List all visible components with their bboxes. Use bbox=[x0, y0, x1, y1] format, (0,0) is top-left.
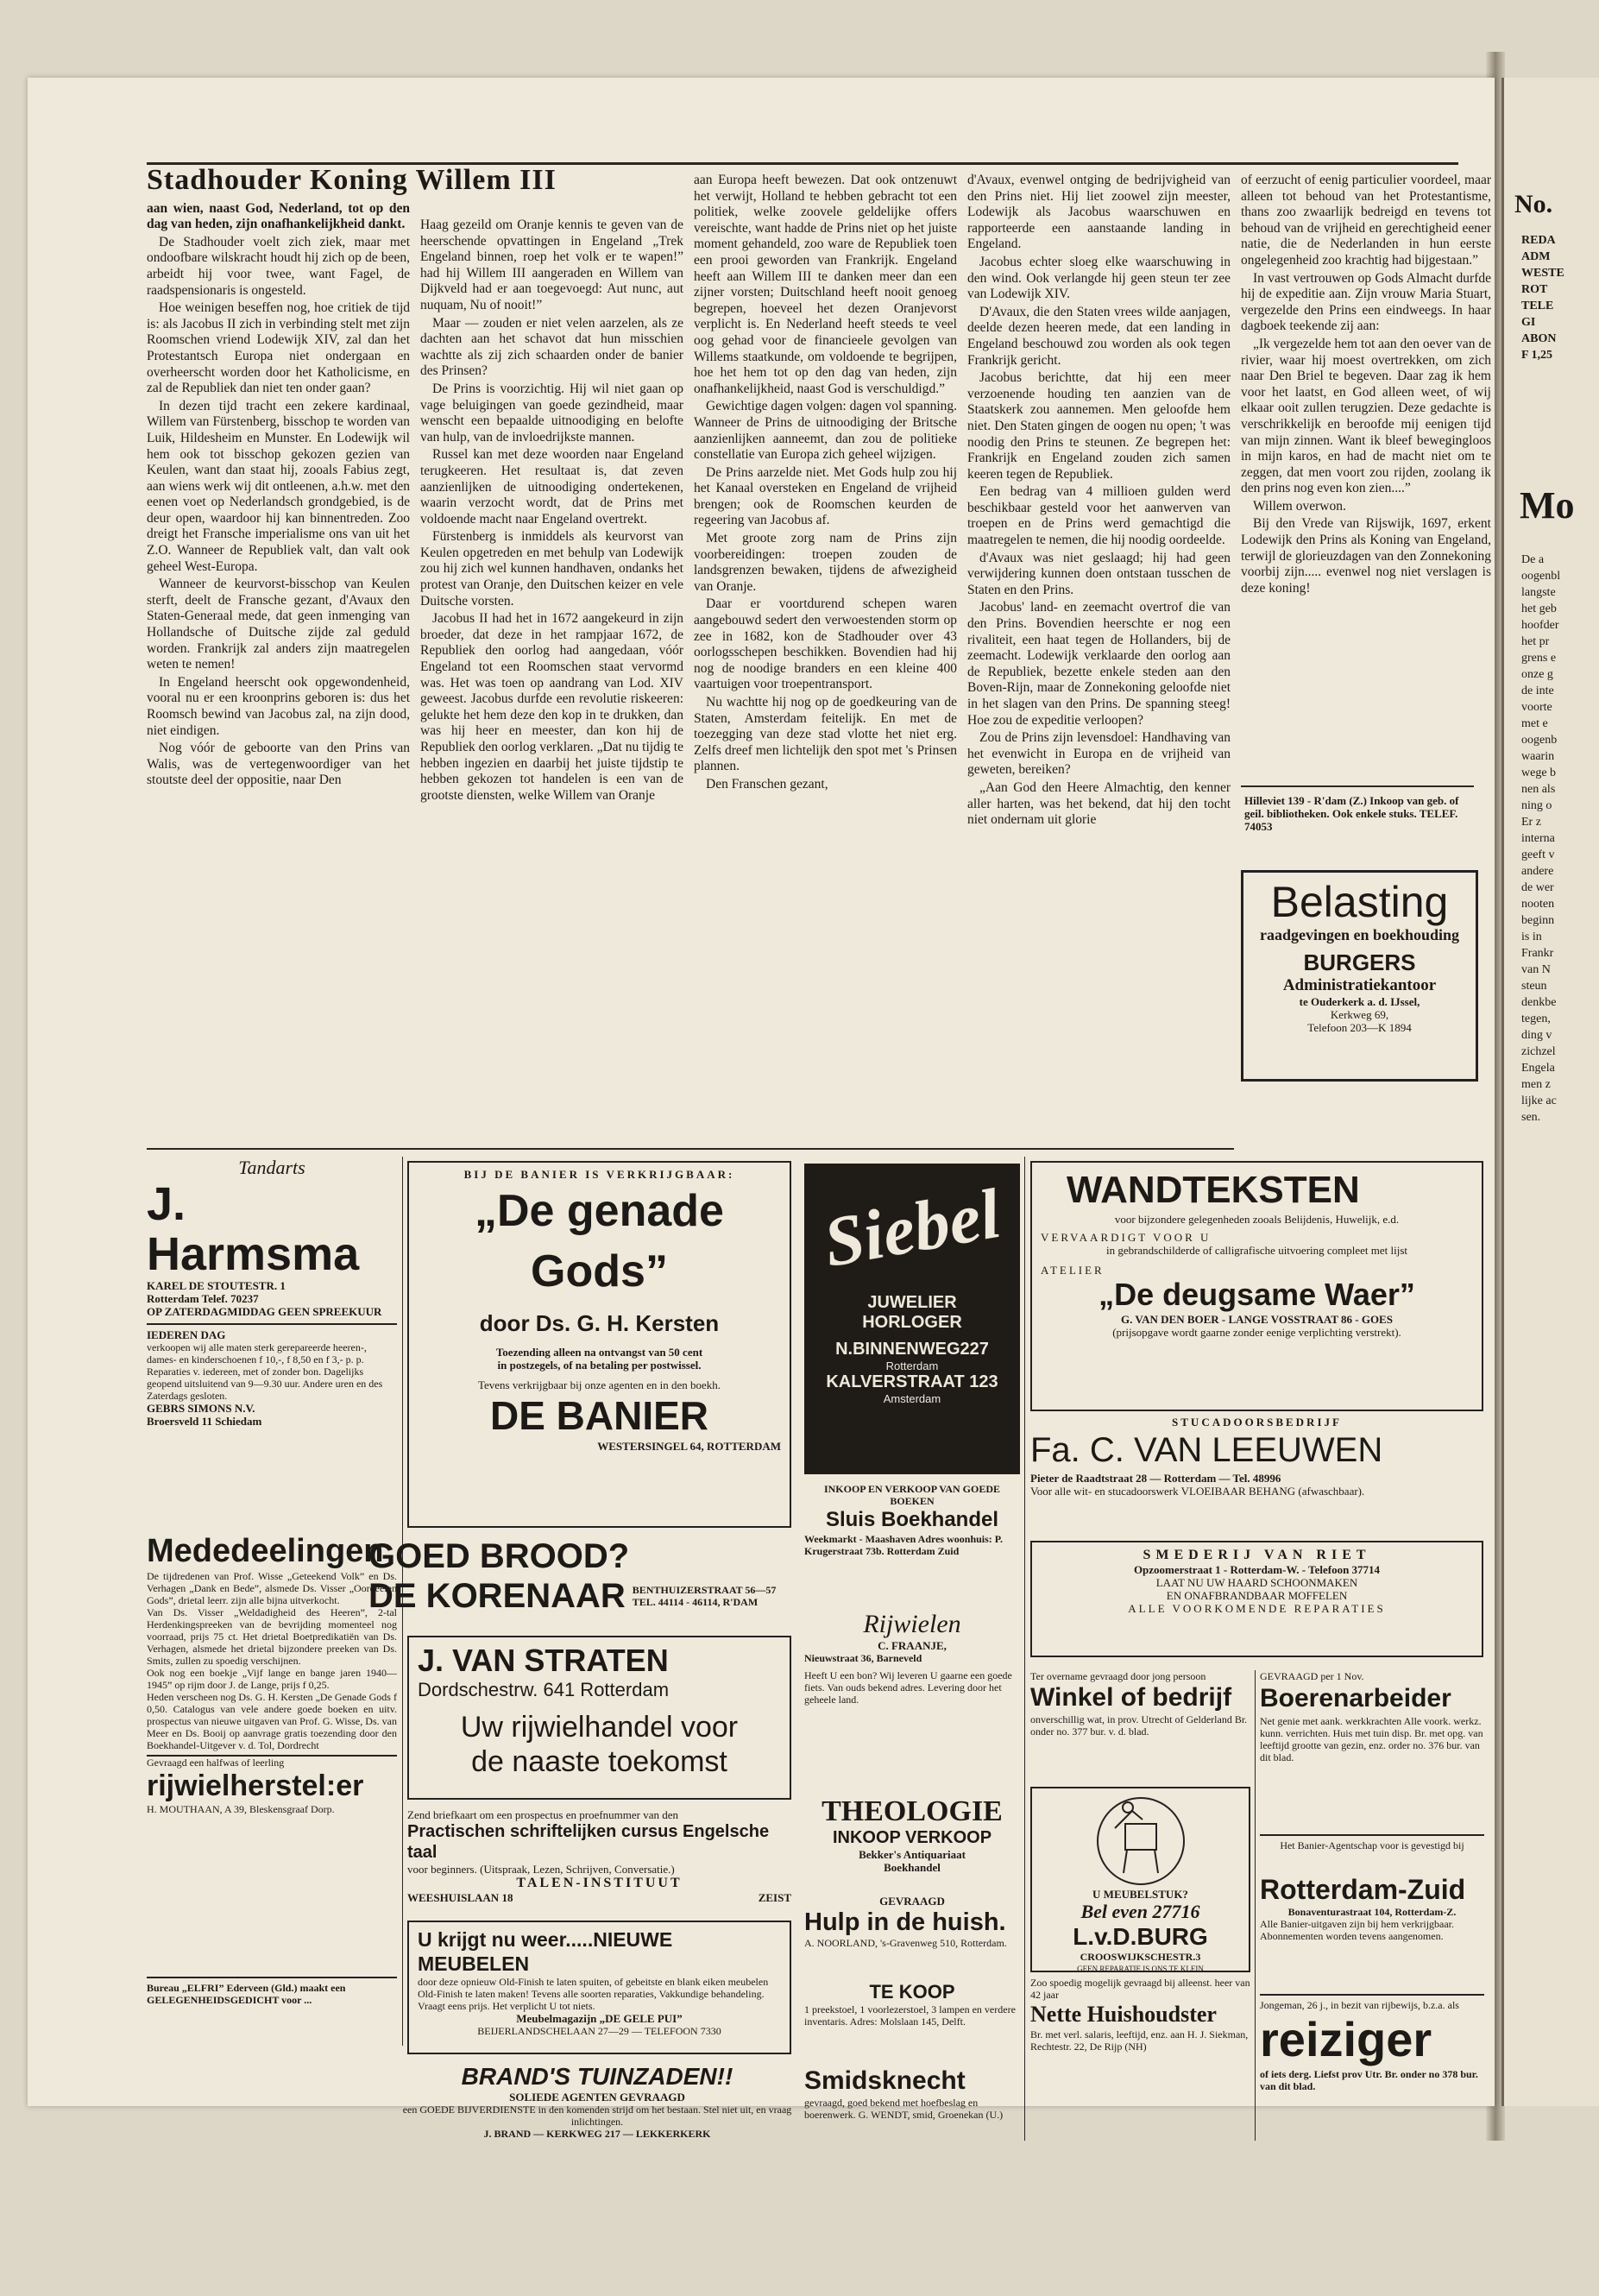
meubelstuk-name: L.v.D.BURG bbox=[1073, 1923, 1208, 1950]
cursus-l3: voor beginners. (Uitspraak, Lezen, Schrijven, Conversatie.) bbox=[407, 1863, 675, 1876]
paragraph: Een bedrag van 4 millioen gulden werd beschikbaar gesteld voor het aanwerven van troepen en de Prins werd gemachtigd die maatregelen te nemen, die hij noodig oordeelde. bbox=[967, 484, 1231, 548]
wandteksten-addr: G. VAN DEN BOER - LANGE VOSSTRAAT 86 - GOES bbox=[1121, 1313, 1393, 1326]
siebel-t1: JUWELIER bbox=[867, 1293, 957, 1312]
leeuwen-name: Fa. C. VAN LEEUWEN bbox=[1030, 1431, 1383, 1469]
boerenarbeider-body: Net genie met aank. werkkrachten Alle voork. werkz. kunn. verrichten. Huis met tuin disp. Br. met opg. van leeftijd grootte van gezin, enz. order no. 376 bur. van dit blad. bbox=[1260, 1715, 1483, 1763]
theologie-kind: Boekhandel bbox=[884, 1861, 941, 1874]
gebrs-addr: Broersveld 11 Schiedam bbox=[147, 1415, 262, 1428]
siebel-a1: N.BINNENWEG227 bbox=[835, 1340, 989, 1359]
winkel-top: Ter overname gevraagd door jong persoon bbox=[1030, 1670, 1206, 1682]
korenaar-question: GOED BROOD? bbox=[368, 1537, 630, 1575]
cursus-l4: TALEN-INSTITUUT bbox=[516, 1876, 683, 1890]
chair-illustration bbox=[1089, 1794, 1193, 1889]
banier-author: door Ds. G. H. Kersten bbox=[479, 1310, 720, 1336]
korenaar-contact bbox=[633, 1584, 777, 1608]
paragraph: „Aan God den Heere Almachtig, den kenner aller harten, was het bekend, dat hij den tocht niet ondernam uit glorie bbox=[967, 779, 1231, 828]
sluis-body: Weekmarkt - Maashaven Adres woonhuis: P. Krugerstraat 73b. Rotterdam Zuid bbox=[804, 1533, 1004, 1557]
next-page-line: nen als bbox=[1521, 783, 1556, 796]
rotterdamzuid-body: Alle Banier-uitgaven zijn bij hem verkrijgbaar. Abonnementen worden tevens aangenomen. bbox=[1260, 1918, 1455, 1942]
next-page-line: ning o bbox=[1521, 799, 1552, 812]
banier-note1: Toezending alleen na ontvangst van 50 cent bbox=[495, 1346, 703, 1359]
fraanje-addr: Nieuwstraat 36, Barneveld bbox=[804, 1652, 922, 1664]
boerenarbeider-top: GEVRAAGD per 1 Nov. bbox=[1260, 1670, 1364, 1682]
next-page-line: lijke ac bbox=[1521, 1094, 1557, 1107]
mededeelingen-title: Mededeelingen bbox=[147, 1533, 384, 1569]
brand-sub: SOLIEDE AGENTEN GEVRAAGD bbox=[509, 2091, 685, 2104]
tandarts-ad bbox=[147, 1157, 397, 1502]
reiziger-body: of iets derg. Liefst prov Utr. Br. onder no 378 bur. van dit blad. bbox=[1260, 2068, 1478, 2092]
meubelen-title: U krijgt nu weer.....NIEUWE MEUBELEN bbox=[418, 1928, 673, 1975]
next-page-line: nooten bbox=[1521, 898, 1555, 911]
smederij-addr: Opzoomerstraat 1 - Rotterdam-W. - Telefoon 37714 bbox=[1133, 1563, 1381, 1576]
smidsknecht-body: gevraagd, goed bekend met hoefbeslag en boerenwerk. G. WENDT, smid, Groenekan (U.) bbox=[804, 2097, 1004, 2121]
winkel-ad bbox=[1030, 1670, 1250, 1782]
paragraph: „Ik vergezelde hem tot aan den oever van de rivier, waar hij moest overtrekken, om zich naar Den Briel te begeven. Daar zag ik hem voor het laatst, en God alleen weet, of wij elkaar ooit zullen terugzien. Deze gedachte is verschrikkelijk en beroofde mij eenigen tijd van mijn zinnen. Want ik bleef bewegingloos in mijn karos, en had de macht niet om te zeggen, dat men voort zou rijden, zoolang ik den prins nog even kon zien....” bbox=[1241, 336, 1491, 496]
meubelstuk-call: Bel even 27716 bbox=[1080, 1901, 1200, 1922]
next-page-line: andere bbox=[1521, 865, 1554, 878]
banier-note2: in postzegels, of na betaling per postwissel. bbox=[497, 1359, 702, 1372]
straten-line2: de naaste toekomst bbox=[471, 1745, 727, 1778]
smidsknecht-ad bbox=[804, 2066, 1020, 2143]
cursus-address bbox=[407, 1891, 791, 1904]
paragraph: Bij den Vrede van Rijswijk, 1697, erkent Lodewijk den Prins als Koning van Engeland, terwijl de glorieuzdagen van den Zonnekoning voorbij zijn..... evenwel nog niet verslagen is deze koning! bbox=[1241, 516, 1491, 596]
hilleviet-ad bbox=[1244, 794, 1477, 863]
next-page-line: sen. bbox=[1521, 1111, 1541, 1124]
tekoop-body: 1 preekstoel, 1 voorlezerstoel, 3 lampen en verdere inventaris. Adres: Molslaan 145, Delft. bbox=[804, 2003, 1016, 2028]
meubelen-addr: BEIJERLANDSCHELAAN 27—29 — TELEFOON 7330 bbox=[477, 2025, 721, 2037]
header-line: ROT bbox=[1521, 283, 1548, 296]
next-page-line: hoofder bbox=[1521, 619, 1559, 632]
paragraph: aan wien, naast God, Nederland, tot op den dag van heden, zijn onafhankelijkheid dankt. bbox=[147, 200, 410, 232]
cursus-l1: Zend briefkaart om een prospectus en proefnummer van den bbox=[407, 1808, 679, 1821]
theologie-sub: INKOOP VERKOOP bbox=[832, 1828, 992, 1847]
wandteksten-sub: voor bijzondere gelegenheden zooals Belijdenis, Huwelijk, e.d. bbox=[1114, 1213, 1400, 1226]
fraanje-name: C. FRAANJE, bbox=[878, 1639, 947, 1652]
leeuwen-addr: Pieter de Raadtstraat 28 — Rotterdam — Tel. 48996 bbox=[1030, 1472, 1281, 1485]
belasting-tel: Telefoon 203—K 1894 bbox=[1307, 1021, 1412, 1034]
wandteksten-ad bbox=[1030, 1161, 1483, 1411]
korenaar-ad bbox=[368, 1536, 796, 1623]
straten-name: J. VAN STRATEN bbox=[418, 1643, 669, 1678]
fraanje-body: Heeft U een bon? Wij leveren U gaarne een goede fiets. Van ouds bekend adres. Levering door het geheele land. bbox=[804, 1669, 1012, 1706]
belasting-name: BURGERS bbox=[1303, 949, 1416, 975]
smederij-title: SMEDERIJ VAN RIET bbox=[1143, 1548, 1371, 1562]
next-page-line: geeft v bbox=[1521, 848, 1555, 861]
jongeman-text: Jongeman, 26 j., in bezit van rijbewijs, b.z.a. als bbox=[1260, 1999, 1459, 2011]
gebrs-head: IEDEREN DAG bbox=[147, 1328, 226, 1341]
paragraph: d'Avaux was niet geslaagd; hij had geen verwijdering kunnen doen ontstaan tusschen de Staten en den Prins. bbox=[967, 550, 1231, 597]
header-line: REDA bbox=[1521, 234, 1556, 247]
belasting-office: Administratiekantoor bbox=[1282, 976, 1437, 994]
paragraph: Van Ds. Visser „Weldadigheid des Heeren”, 2-tal Herdenkingspreeken van de bevrijding momenteel nog voorraad, prijs 75 ct. Het drietal Boetpredikatiën van Ds. Verhagen, alsmede het drietal bijzondere preeken van Ds. Smits, zullen zu spoedig verschijnen. bbox=[147, 1606, 397, 1667]
korenaar-addr: BENTHUIZERSTRAAT 56—57 bbox=[632, 1584, 777, 1596]
huishoudster-title: Nette Huishoudster bbox=[1030, 2002, 1217, 2027]
paragraph: Gewichtige dagen volgen: dagen vol spanning. Wanneer de Prins de uitnoodiging der Britsche aanzienlijken aanneemt, dan zou de politieke constellatie van Europa zich geheel wijzigen. bbox=[694, 399, 957, 463]
belasting-addr: te Ouderkerk a. d. IJssel, bbox=[1299, 995, 1420, 1008]
huishoudster-body2: Br. met verl. salaris, leeftijd, enz. aan H. J. Siekman, Rechtestr. 22, De Rijp (NH) bbox=[1030, 2028, 1249, 2053]
next-page-no: No. bbox=[1514, 190, 1553, 218]
wandteksten-note: (prijsopgave wordt gaarne zonder eenige verplichting verstrekt). bbox=[1112, 1326, 1401, 1339]
article-end-rule bbox=[147, 1148, 1234, 1150]
smederij-l2: EN ONAFBRANDBAAR MOFFELEN bbox=[1166, 1589, 1348, 1602]
paragraph: De Prins is voorzichtig. Hij wil niet gaan op vage beluigingen van goede gezindheid, maar wenscht een bepaalde uitnoodiging en belofte van hulp, van de invloedrijkste mannen. bbox=[420, 381, 683, 445]
belasting-title: Belasting bbox=[1270, 878, 1449, 926]
tandarts-addr: KAREL DE STOUTESTR. 1 bbox=[147, 1279, 286, 1292]
huishoudster-body: Zoo spoedig mogelijk gevraagd bij alleenst. heer van 42 jaar bbox=[1030, 1977, 1250, 2001]
rijwiel-addr: H. MOUTHAAN, A 39, Bleskensgraaf Dorp. bbox=[147, 1803, 335, 1815]
paragraph: Ook nog een boekje „Vijf lange en bange jaren 1940—1945” op rijm door J. de Lange, prijs f 0,25. bbox=[147, 1667, 397, 1691]
next-page-text bbox=[1521, 552, 1599, 1126]
cursus-ad bbox=[407, 1808, 791, 1912]
paragraph: Jacobus echter sloeg elke waarschuwing in den wind. Ook verlangde hij geen steun ter zee van Lodewijk XIV. bbox=[967, 254, 1231, 302]
sluis-ad bbox=[804, 1483, 1020, 1604]
brand-ad bbox=[394, 2063, 800, 2141]
paragraph: In vast vertrouwen op Gods Almacht durfde hij de expeditie aan. Zijn vrouw Maria Stuart, vergezelde den Prins een eindweegs. In haar dagboek teekende zij aan: bbox=[1241, 270, 1491, 334]
theologie-title: THEOLOGIE bbox=[822, 1795, 1003, 1827]
paragraph: Den Franschen gezant, bbox=[706, 776, 828, 792]
next-page-line: beginn bbox=[1521, 914, 1555, 927]
smederij-ad bbox=[1030, 1541, 1483, 1657]
next-page-line: tegen, bbox=[1521, 1012, 1551, 1025]
article-column-5 bbox=[1241, 173, 1491, 725]
article-column-3 bbox=[694, 173, 957, 1148]
next-page-line: grens e bbox=[1521, 652, 1557, 665]
paragraph: Jacobus' land- en zeemacht overtrof die van den Prins. Bovendien heerschte er nog een rivaliteit, een haat tegen de Hollanders, bij de zeemacht. Lodewijk verklaarde den oorlog aan de Republiek, bezette enkele steden aan den Boven-Rijn, maar de Zonnekoning geloofde niet in het slagen van den Prins. De spanning steeg! Hoe zou de expeditie verloopen? bbox=[967, 600, 1231, 728]
huishoudster-ad bbox=[1030, 1977, 1250, 2136]
next-page-line: onze g bbox=[1521, 668, 1553, 681]
brand-addr: J. BRAND — KERKWEG 217 — LEKKERKERK bbox=[483, 2128, 711, 2140]
next-page-line: zichzel bbox=[1521, 1045, 1556, 1058]
wandteksten-atelier: ATELIER bbox=[1041, 1264, 1105, 1277]
paragraph: Met groote zorg nam de Prins zijn voorbereidingen: troepen zouden de landsgrenzen bewaken, tijdens de afwezigheid van Oranje. bbox=[694, 531, 957, 594]
leeuwen-top: STUCADOORSBEDRIJF bbox=[1172, 1416, 1342, 1429]
paragraph: Jacobus II had het in 1672 aangekeurd in zijn broeder, dat deze in het rampjaar 1672, de Republiek den oorlog had aangedaan, vóór Engeland tot een Roomschen staat vervormd was. Het was toen op aandrang van Lod. XIV geweest. Jacobus durfde een revolutie riskeeren: gelukte het hem deze den kop in te drukken, dan was hij heer en meester, dan kon hij de Republiek den oorlog verklaren. „Dat nu tijdig te hebben ingezien en daarbij het juiste tijdstip te hebben gekozen tot handelen is een van de grootste diensten, welke Willem van Oranje bbox=[420, 611, 683, 803]
next-page-line: oogenb bbox=[1521, 734, 1558, 747]
brand-title: BRAND'S TUINZADEN!! bbox=[461, 2063, 733, 2090]
paragraph: Jacobus berichtte, dat hij een meer verzoenende houding ten aanzien van de Staatskerk zou aannemen. Men geloofde hem niet. Den Staten gingen de oogen nu open; 't was noodig den Prins te steunen. Ze begrepen het: Frankrijk en Engeland zouden zich samen keeren tegen de Republiek. bbox=[967, 370, 1231, 482]
header-line: TELE bbox=[1521, 300, 1554, 312]
paragraph: Fürstenberg is inmiddels als keurvorst van Keulen opgetreden en met behulp van Lodewijk zou hij zich wel kunnen handhaven, ondanks het protest van Oranje, den Duitschen keizer en vele Duitsche vorsten. bbox=[420, 529, 683, 609]
tekoop-ad bbox=[804, 1981, 1020, 2063]
korenaar-name: DE KORENAAR bbox=[368, 1577, 626, 1615]
header-line: ADM bbox=[1521, 250, 1551, 263]
straten-line1: Uw rijwielhandel voor bbox=[460, 1711, 739, 1744]
next-page-line: met e bbox=[1521, 717, 1548, 730]
rotterdamzuid-ad bbox=[1260, 1873, 1484, 1985]
tandarts-name: J. Harmsma bbox=[147, 1178, 360, 1280]
tekoop-title: TE KOOP bbox=[869, 1981, 955, 2003]
header-line: GI bbox=[1521, 316, 1536, 329]
paragraph: Nu wachtte hij nog op de goedkeuring van de Staten, Amsterdam feitelijk. En met de toezegging van deze stad vlotte het niet erg. Zelfs dreef men lichtelijk den spot met 's Prinsen plannen. bbox=[694, 695, 957, 774]
tandarts-closed: OP ZATERDAGMIDDAG GEEN SPREEKUUR bbox=[147, 1305, 382, 1318]
paragraph: Heden verscheen nog Ds. G. H. Kersten „De Genade Gods f 0,50. Catalogus van vele andere goede boeken en uitv. prospectus van nieuwe uitgaven van Prof. G. Wisse, Ds. van Meer en Ds. Booij op aanvrage gratis toezending door den Boekhandel-Uitgever v. d. Tol, Dordrecht bbox=[147, 1691, 397, 1751]
cursus-city: ZEIST bbox=[758, 1891, 791, 1904]
next-page-line: oogenbl bbox=[1521, 570, 1561, 583]
korenaar-tel: TEL. 44114 - 46114, R'DAM bbox=[632, 1596, 759, 1608]
belasting-ad bbox=[1241, 870, 1478, 1082]
next-page-line: wege b bbox=[1521, 766, 1557, 779]
siebel-logo: Siebel bbox=[818, 1173, 1006, 1283]
leeuwen-ad bbox=[1030, 1416, 1483, 1536]
next-page-line: van N bbox=[1521, 963, 1551, 976]
smidsknecht-title: Smidsknecht bbox=[804, 2066, 966, 2095]
sluis-top: INKOOP EN VERKOOP VAN GOEDE BOEKEN bbox=[823, 1483, 1001, 1507]
next-page-line: men z bbox=[1521, 1078, 1551, 1091]
next-page-line: steun bbox=[1521, 980, 1547, 993]
tandarts-top: Tandarts bbox=[238, 1157, 305, 1178]
next-page-line: de wer bbox=[1521, 881, 1554, 894]
winkel-body: onverschillig wat, in prov. Utrecht of Gelderland Br. onder no. 377 bur. v. d. blad. bbox=[1030, 1713, 1248, 1738]
paragraph: Zou de Prins zijn levensdoel: Handhaving van het evenwicht in Europa en de vrijheid van geweten, bereiken? bbox=[967, 730, 1231, 778]
brand-body: een GOEDE BIJVERDIENSTE in den komenden strijd om het bestaan. Stel niet uit, en vraag inlichtingen. bbox=[402, 2104, 792, 2128]
banier-note3: Tevens verkrijgbaar bij onze agenten en in den boekh. bbox=[477, 1378, 721, 1391]
rotterdamzuid-title: Rotterdam-Zuid bbox=[1260, 1874, 1466, 1905]
reiziger-title: reiziger bbox=[1260, 2012, 1432, 2066]
paragraph: In dezen tijd tracht een zekere kardinaal, Willem van Fürstenberg, bisschop te worden van Luik, Hildesheim en Munster. En Lodewijk wil hem ook tot bisschop gekozen gezien van Keulen, want dan staat hij, zooals Fabius zegt, aan wiens werk wij dit ontleenen, a.h.w. met den eenen voet op Nederlandsch grondgebied, is de deur open, waardoor hij kan binnentreden. Zoo dreigt het Fransche imperialisme ons van uit het Z.O. Wanneer de Republiek valt, dan valt ook geheel West-Europa. bbox=[147, 398, 410, 574]
theologie-ad bbox=[804, 1795, 1020, 1890]
next-page-heading: Mo bbox=[1520, 484, 1575, 527]
next-page-line: het pr bbox=[1521, 635, 1550, 648]
paragraph: Haag gezeild om Oranje kennis te geven van de heerschende opvattingen in Engeland „Trek Engeland binnen, roep het volk er te wapen!” had hij Willem III aangeraden en Willem van Dijkveld had er aan toegevoegd: Aut nunc, aut nuquam, Nu of nooit!” bbox=[420, 218, 683, 312]
meubelstuk-ad bbox=[1030, 1787, 1250, 1972]
next-page-line: waarin bbox=[1521, 750, 1555, 763]
gebrs-body: verkoopen wij alle maten sterk gerepareerde heeren-, dames- en kinderschoenen f 10,-, f 8,50 en f 3,- p. p. Reparaties v. iedereen, met of zonder bon. Dagelijks geopend uitsluitend van 9—9.30 uur. Andere uren en des Zaterdags gesloten. bbox=[147, 1341, 383, 1402]
next-page-line: voorte bbox=[1521, 701, 1552, 714]
next-page-line: denkbe bbox=[1521, 996, 1557, 1009]
next-page-line: interna bbox=[1521, 832, 1555, 845]
siebel-a3: KALVERSTRAAT 123 bbox=[826, 1372, 998, 1391]
belasting-sub: raadgevingen en boekhouding bbox=[1259, 926, 1460, 943]
siebel-a4: Amsterdam bbox=[883, 1392, 941, 1405]
paragraph: De Prins aarzelde niet. Met Gods hulp zou hij het Kanaal oversteken en Engeland de vrijheid brengen; ook de Roomschen keurden de regeering van Jacobus af. bbox=[694, 464, 957, 528]
meubelstuk-note: GEEN REPARATIE IS ONS TE KLEIN bbox=[1077, 1965, 1204, 1973]
rijwiel-title: rijwielherstel:er bbox=[147, 1769, 364, 1802]
meubelstuk-circle: U MEUBELSTUK? bbox=[1092, 1888, 1188, 1901]
sluis-name: Sluis Boekhandel bbox=[825, 1508, 999, 1531]
rotterdamzuid-addr: Bonaventurastraat 104, Rotterdam-Z. bbox=[1287, 1906, 1457, 1918]
boerenarbeider-title: Boerenarbeider bbox=[1260, 1684, 1451, 1713]
next-page-line: het geb bbox=[1521, 602, 1557, 615]
next-page-line: Er z bbox=[1521, 816, 1541, 829]
gebrs-ad bbox=[147, 1323, 397, 1428]
wandteksten-made2: in gebrandschilderde of calligrafische uitvoering compleet met lijst bbox=[1105, 1244, 1408, 1257]
header-line: ABON bbox=[1521, 332, 1557, 345]
siebel-a2: Rotterdam bbox=[885, 1359, 939, 1372]
divider bbox=[1241, 785, 1474, 787]
paragraph: Russel kan met deze woorden naar Engeland terugkeeren. Het resultaat is, dat zeven aanzienlijken de uitnoodiging ondertekenen, waarin verzocht wordt, dat de Prins met voldoende macht naar Engeland overtrekt. bbox=[420, 447, 683, 527]
meubelstuk-addr: CROOSWIJKSCHESTR.3 bbox=[1080, 1951, 1201, 1963]
next-page-line: Engela bbox=[1521, 1062, 1555, 1075]
hulp-ad bbox=[804, 1895, 1020, 1977]
winkel-title: Winkel of bedrijf bbox=[1030, 1683, 1232, 1712]
agentschap-ad bbox=[1260, 1834, 1484, 1874]
next-page-line: Frankr bbox=[1521, 947, 1554, 960]
column-rule bbox=[1255, 1670, 1256, 2141]
fraanje-ad bbox=[804, 1610, 1020, 1791]
smederij-l1: LAAT NU UW HAARD SCHOONMAKEN bbox=[1155, 1576, 1358, 1589]
hulp-top: GEVRAAGD bbox=[879, 1895, 945, 1908]
siebel-ad bbox=[804, 1164, 1020, 1474]
cursus-street: WEESHUISLAAN 18 bbox=[407, 1891, 513, 1904]
wandteksten-title: WANDTEKSTEN bbox=[1067, 1169, 1360, 1211]
next-page-line: de inte bbox=[1521, 684, 1554, 697]
banier-name: DE BANIER bbox=[489, 1393, 709, 1438]
meubelen-ad bbox=[407, 1921, 791, 2054]
paragraph: Gevraagd een halfwas of leerling bbox=[147, 1755, 397, 1769]
hilleviet-text: Hilleviet 139 - R'dam (Z.) Inkoop van geb. of geil. bibliotheken. Ook enkele stuks. TELEF. 74053 bbox=[1244, 794, 1459, 833]
mededeelingen-text bbox=[147, 1570, 397, 1769]
tandarts-city: Rotterdam Telef. 70237 bbox=[147, 1292, 259, 1305]
banier-ad bbox=[407, 1161, 791, 1528]
article-title: Stadhouder Koning Willem III bbox=[147, 164, 557, 196]
paragraph: Nog vóór de geboorte van den Prins van Walis, was de vertegenwoordiger van het stoutste deel der oppositie, naar Den bbox=[147, 741, 410, 788]
hulp-title: Hulp in de huish. bbox=[804, 1908, 1006, 1936]
article-col1-text bbox=[147, 201, 410, 789]
header-line: WESTE bbox=[1521, 267, 1564, 280]
banier-addr: WESTERSINGEL 64, ROTTERDAM bbox=[597, 1440, 781, 1453]
mededeelingen-ad bbox=[147, 1532, 397, 1972]
article-column-2 bbox=[420, 218, 683, 1148]
hulp-body: A. NOORLAND, 's-Gravenweg 510, Rotterdam. bbox=[804, 1937, 1007, 1949]
paragraph: De Stadhouder voelt zich ziek, maar met ondoofbare wilskracht houdt hij zich op de been, arbeidt hij voor twee, want Fagel, de raadspensionaris is ongesteld. bbox=[147, 234, 410, 298]
paragraph: Daar er voortdurend schepen waren aangebouwd sedert den verwoestenden storm op zee in 1682, kon de Stadhouder over 43 oorlogsschepen beschikken. Bovendien had hij nog de noodige branders en een kleine 400 vaartuigen voor troepentransport. bbox=[694, 596, 957, 692]
paragraph: Hoe weinigen beseffen nog, hoe critiek de tijd is: als Jacobus II zich in verbinding stelt met zijn Roomschen vriend Lodewijk XIV, zal dan het Protestantsch Europa niet ondergaan en overheerscht worden door het Katholicisme, en zal de Republiek dan niet ten onder gaan? bbox=[147, 300, 410, 396]
article-column-4 bbox=[967, 173, 1231, 1148]
siebel-t2: HORLOGER bbox=[862, 1313, 962, 1332]
boerenarbeider-ad bbox=[1260, 1670, 1484, 1834]
cursus-l2: Practischen schriftelijken cursus Engelsche taal bbox=[407, 1822, 770, 1862]
paragraph: Maar — zouden er niet velen aarzelen, als ze dachten aan het schavot dat hun misschien wachtte als zij zich schaarden onder de banier des Prinsen? bbox=[420, 315, 683, 379]
agentschap-text: Het Banier-Agentschap voor is gevestigd bij bbox=[1280, 1839, 1464, 1851]
next-page-line: is in bbox=[1521, 930, 1542, 943]
elfri-ad bbox=[147, 1977, 397, 2042]
paragraph: d'Avaux, evenwel ontging de bedrijvigheid van den Prins niet. Hij liet zoowel zijn meester, Lodewijk als Jacobus waarschuwen en rapporteerde een aanstaande landing in Engeland. bbox=[967, 173, 1231, 252]
meubelen-sig: Meubelmagazijn „DE GELE PUI” bbox=[516, 2012, 683, 2025]
belasting-street: Kerkweg 69, bbox=[1330, 1008, 1389, 1021]
paragraph: of eerzucht of eenig particulier voordeel, maar alleen tot behoud van het Protestantisme, thans zoo zwaarlijk bedreigd en tevens tot behoud van de vrijheid en gerechtigheid eener natie, die de Nederlanden in hun eerste ongelegenheid zoo krachtig had bijgestaan.” bbox=[1241, 173, 1491, 268]
paragraph: D'Avaux, die den Staten vrees wilde aanjagen, deelde dezen heeren mede, dat een landing in Engeland beschouwd zou worden als ook tegen Frankrijk gericht. bbox=[967, 304, 1231, 368]
paragraph: De tijdredenen van Prof. Wisse „Geteekend Volk” en Ds. Verhagen „Dank en Bede”, alsmede Ds. Visser „Oordeelen Gods”, drietal leerr. zijn alle bijna uitverkocht. bbox=[147, 1570, 397, 1606]
header-line: F 1,25 bbox=[1521, 349, 1553, 362]
reiziger-ad bbox=[1260, 1994, 1484, 2146]
elfri-text: Bureau „ELFRI” Ederveen (Gld.) maakt een GELEGENHEIDSGEDICHT voor ... bbox=[147, 1982, 346, 2006]
paragraph: aan Europa heeft bewezen. Dat ook ontzenuwt het verwijt, Holland te hebben gebracht tot een politiek, welke zoovele geldelijke offers vereischte, want hadde de Prins niet op het juiste moment gehandeld, zoo ware de Republiek toen een prooi geworden van Frankrijk. Engeland heeft aan Willem III te danken meer dan een zijner vorsten; Duitschland heeft nooit genoeg begrepen, hoeveel het dezen Oranjevorst verplicht is. En Nederland heeft steeds te veel oog gehad voor de financieele gevolgen van Willems staatkunde, om voldoende te begrijpen, hoe het hem tot op den dag van heden, zijn onafhankelijkheid, naast God is verschuldigd.” bbox=[694, 173, 957, 396]
fraanje-title: Rijwielen bbox=[863, 1610, 961, 1638]
leeuwen-body: Voor alle wit- en stucadoorswerk VLOEIBAAR BEHANG (afwaschbaar). bbox=[1030, 1485, 1365, 1498]
meubelen-body: door deze opnieuw Old-Finish te laten spuiten, of gebeitste en blank eiken meubelen Old-Finish te laten maken! Tevens alle soorten reparaties, Vakkundige behandeling. Vraagt eens prijs. Het verplicht U tot niets. bbox=[418, 1976, 769, 2012]
next-page-line: langste bbox=[1521, 586, 1556, 599]
paragraph: Willem overwon. bbox=[1253, 498, 1346, 514]
banier-top: BIJ DE BANIER IS VERKRIJGBAAR: bbox=[463, 1168, 735, 1181]
next-page-line: ding v bbox=[1521, 1029, 1552, 1042]
next-page-edge bbox=[1501, 78, 1599, 2106]
theologie-name: Bekker's Antiquariaat bbox=[859, 1848, 966, 1861]
next-page-header bbox=[1521, 233, 1599, 364]
gebrs-name: GEBRS SIMONS N.V. bbox=[147, 1402, 255, 1415]
smederij-l3: ALLE VOORKOMENDE REPARATIES bbox=[1128, 1602, 1386, 1615]
paragraph: In Engeland heerscht ook opgewondenheid, vooral nu er een kroonprins geboren is: dus het Roomsch bewind van Jacobus zal, na zijn dood, niet eindigen. bbox=[147, 674, 410, 738]
wandteksten-made: VERVAARDIGT VOOR U bbox=[1041, 1231, 1212, 1244]
straten-ad bbox=[407, 1636, 791, 1800]
column-rule bbox=[1024, 1157, 1025, 2141]
paragraph: Wanneer de keurvorst-bisschop van Keulen sterft, deelt de Fransche gezant, d'Avaux den Staten-Generaal mede, dat geen inmenging van Hollandsche of Duitsche zijde zal geduld worden. Frankrijk zal anders zijn maatregelen weten te nemen! bbox=[147, 577, 410, 672]
next-page-line: De a bbox=[1521, 553, 1545, 566]
banier-title: „De genade Gods” bbox=[475, 1186, 724, 1296]
straten-addr: Dordschestrw. 641 Rotterdam bbox=[418, 1679, 670, 1700]
newspaper-page bbox=[28, 78, 1495, 2140]
wandteksten-name: „De deugsame Waer” bbox=[1099, 1277, 1415, 1312]
